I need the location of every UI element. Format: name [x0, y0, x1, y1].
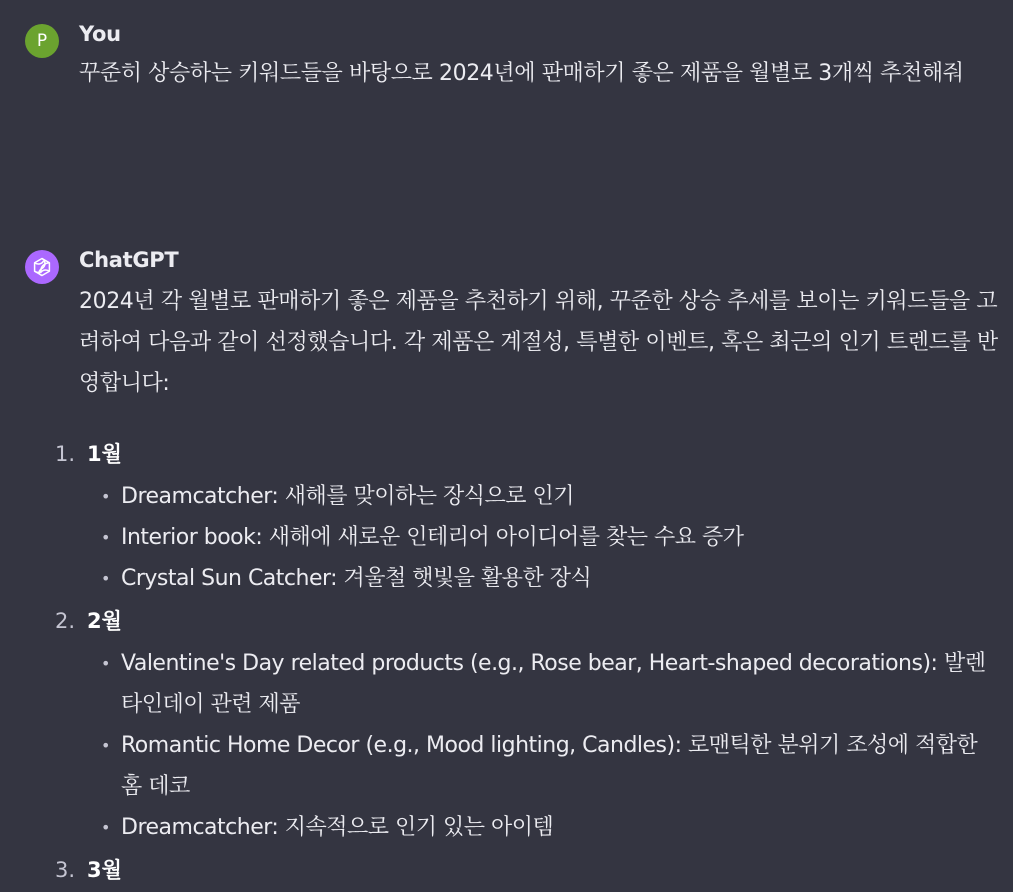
product-list-item — [0, 725, 1013, 807]
bullet-dot-icon: • — [101, 487, 110, 506]
openai-logo-icon — [25, 250, 59, 284]
month-section — [0, 848, 1013, 892]
assistant-author-name: ChatGPT — [79, 248, 179, 272]
month-title: 3월 — [87, 858, 122, 882]
bullet-dot-icon: • — [101, 528, 110, 547]
month-title: 2월 — [87, 609, 122, 633]
month-section — [0, 599, 1013, 848]
product-list-item — [0, 807, 1013, 848]
product-text: Dreamcatcher: 새해를 맞이하는 장식으로 인기 — [121, 484, 575, 509]
month-number: 2. — [55, 609, 76, 633]
product-text: Romantic Home Decor (e.g., Mood lighting, Candles): 로맨틱한 분위기 조성에 적합한 홈 데코 — [121, 733, 978, 799]
product-list — [0, 476, 1013, 599]
product-text: Crystal Sun Catcher: 겨울철 햇빛을 활용한 장식 — [121, 566, 592, 591]
product-list-item — [0, 643, 1013, 725]
user-avatar-initial: P — [36, 31, 48, 51]
month-section — [0, 432, 1013, 599]
month-recommendation-list — [0, 432, 1013, 892]
month-title: 1월 — [87, 442, 122, 466]
product-list-item — [0, 476, 1013, 517]
bullet-dot-icon: • — [101, 818, 110, 837]
bullet-dot-icon: • — [101, 569, 110, 588]
month-heading — [0, 432, 1013, 476]
product-list-item — [0, 558, 1013, 599]
bullet-dot-icon: • — [101, 736, 110, 755]
product-list — [0, 643, 1013, 848]
product-text: Interior book: 새해에 새로운 인테리어 아이디어를 찾는 수요 증가 — [121, 525, 744, 550]
product-text: Valentine's Day related products (e.g., Rose bear, Heart-shaped decorations): 발렌타인데이 관련 제품 — [121, 651, 986, 717]
product-list-item — [0, 517, 1013, 558]
month-heading — [0, 848, 1013, 892]
month-heading — [0, 599, 1013, 643]
user-message-text: 꾸준히 상승하는 키워드들을 바탕으로 2024년에 판매하기 좋은 제품을 월별로 3개씩 추천해줘 — [79, 61, 964, 86]
bullet-dot-icon: • — [101, 654, 110, 673]
user-author-name: You — [79, 22, 121, 46]
product-text: Dreamcatcher: 지속적으로 인기 있는 아이템 — [121, 815, 554, 840]
month-number: 3. — [55, 858, 76, 882]
month-number: 1. — [55, 442, 76, 466]
user-avatar — [25, 24, 59, 58]
assistant-intro-text: 2024년 각 월별로 판매하기 좋은 제품을 추천하기 위해, 꾸준한 상승 추세를 보이는 키워드들을 고려하여 다음과 같이 선정했습니다. 각 제품은 계절성, 특별한 이벤트, 혹은 최근의 인기 트렌드를 반영합니다: — [79, 289, 998, 396]
